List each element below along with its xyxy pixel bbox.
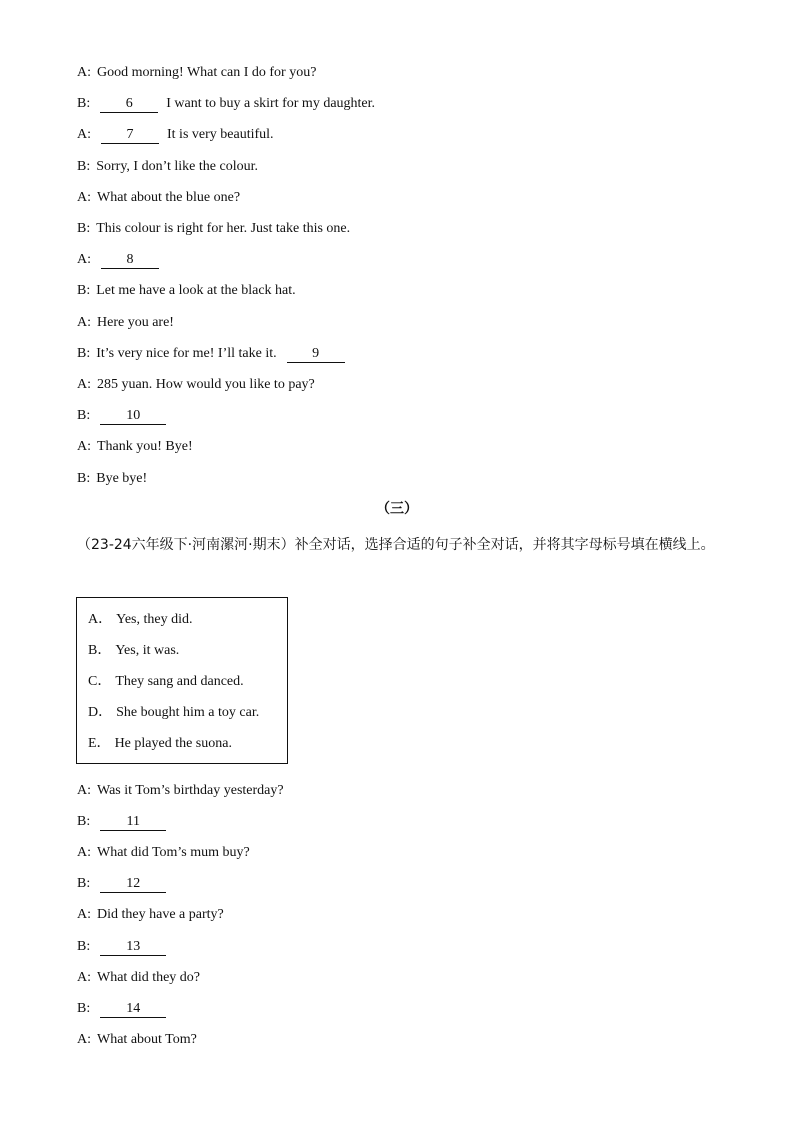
speaker-label: B:: [77, 408, 91, 423]
option-text: Yes, they did.: [116, 612, 193, 627]
speaker-label: A:: [77, 315, 91, 330]
options-box: [76, 597, 288, 764]
dialogue-text: Sorry, I don’t like the colour.: [96, 159, 258, 174]
dialogue-line: [77, 875, 174, 893]
option-text: She bought him a toy car.: [116, 705, 260, 720]
dialogue-text: Did they have a party?: [97, 907, 224, 922]
speaker-label: B:: [77, 471, 91, 486]
dialogue-line: [77, 438, 193, 456]
speaker-label: A:: [77, 845, 91, 860]
dialogue-line: [77, 906, 224, 924]
option-key: E．: [88, 736, 111, 751]
dialogue-line: [77, 782, 284, 800]
speaker-label: A:: [77, 127, 91, 142]
dialogue-text: I want to buy a skirt for my daughter.: [166, 96, 376, 111]
option-item: [88, 611, 193, 629]
option-key: D．: [88, 705, 113, 720]
speaker-label: A:: [77, 190, 91, 205]
speaker-label: A:: [77, 1032, 91, 1047]
option-text: They sang and danced.: [115, 674, 244, 689]
dialogue-text: What about the blue one?: [97, 190, 241, 205]
option-key: C．: [88, 674, 112, 689]
section-title: （三）: [376, 501, 418, 517]
option-item: [88, 673, 244, 691]
answer-blank[interactable]: 9: [287, 346, 345, 363]
option-item: [88, 735, 232, 753]
dialogue-text: Was it Tom’s birthday yesterday?: [97, 783, 284, 798]
dialogue-line: [77, 189, 240, 207]
speaker-label: A:: [77, 783, 91, 798]
option-key: A．: [88, 612, 113, 627]
speaker-label: B:: [77, 814, 91, 829]
dialogue-line: [77, 158, 258, 176]
dialogue-text: What about Tom?: [97, 1032, 197, 1047]
dialogue-text: Good morning! What can I do for you?: [97, 65, 317, 80]
dialogue-text: Let me have a look at the black hat.: [96, 283, 296, 298]
speaker-label: B:: [77, 346, 91, 361]
speaker-label: B:: [77, 939, 91, 954]
speaker-label: B:: [77, 1001, 91, 1016]
answer-blank[interactable]: 11: [100, 814, 166, 831]
speaker-label: B:: [77, 96, 91, 111]
dialogue-line: [77, 938, 174, 956]
dialogue-line: [77, 95, 375, 113]
speaker-label: A:: [77, 65, 91, 80]
speaker-label: B:: [77, 221, 91, 236]
dialogue-line: [77, 969, 200, 987]
speaker-label: B:: [77, 876, 91, 891]
dialogue-text: What did Tom’s mum buy?: [97, 845, 250, 860]
dialogue-line: [77, 470, 147, 488]
dialogue-line: [77, 64, 316, 82]
dialogue-line: [77, 314, 174, 332]
dialogue-text: 285 yuan. How would you like to pay?: [97, 377, 315, 392]
speaker-label: A:: [77, 252, 91, 267]
dialogue-line: [77, 126, 274, 144]
dialogue-line: [77, 813, 174, 831]
option-text: Yes, it was.: [115, 643, 180, 658]
speaker-label: A:: [77, 439, 91, 454]
answer-blank[interactable]: 6: [100, 96, 158, 113]
dialogue-line: [77, 282, 296, 300]
dialogue-line: [77, 844, 250, 862]
dialogue-text: This colour is right for her. Just take this one.: [96, 221, 351, 236]
answer-blank[interactable]: 8: [101, 252, 159, 269]
section-instruction: （23-24六年级下·河南漯河·期末）补全对话，选择合适的句子补全对话，并将其字母标号填在横线上。: [77, 537, 715, 553]
dialogue-line: [77, 376, 315, 394]
speaker-label: A:: [77, 970, 91, 985]
answer-blank[interactable]: 14: [100, 1001, 166, 1018]
option-item: [88, 704, 259, 722]
option-text: He played the suona.: [114, 736, 232, 751]
dialogue-line: [77, 251, 167, 269]
speaker-label: B:: [77, 159, 91, 174]
dialogue-text: Here you are!: [97, 315, 174, 330]
dialogue-text: What did they do?: [97, 970, 201, 985]
option-item: [88, 642, 179, 660]
speaker-label: B:: [77, 283, 91, 298]
dialogue-line: [77, 1031, 197, 1049]
speaker-label: A:: [77, 907, 91, 922]
dialogue-text: It is very beautiful.: [167, 127, 274, 142]
answer-blank[interactable]: 10: [100, 408, 166, 425]
dialogue-text: It’s very nice for me! I’ll take it.: [96, 346, 277, 361]
option-key: B．: [88, 643, 112, 658]
dialogue-line: [77, 220, 350, 238]
dialogue-line: [77, 407, 174, 425]
speaker-label: A:: [77, 377, 91, 392]
dialogue-line: [77, 345, 353, 363]
answer-blank[interactable]: 7: [101, 127, 159, 144]
answer-blank[interactable]: 13: [100, 939, 166, 956]
dialogue-text: Bye bye!: [96, 471, 148, 486]
answer-blank[interactable]: 12: [100, 876, 166, 893]
dialogue-text: Thank you! Bye!: [97, 439, 193, 454]
dialogue-line: [77, 1000, 174, 1018]
